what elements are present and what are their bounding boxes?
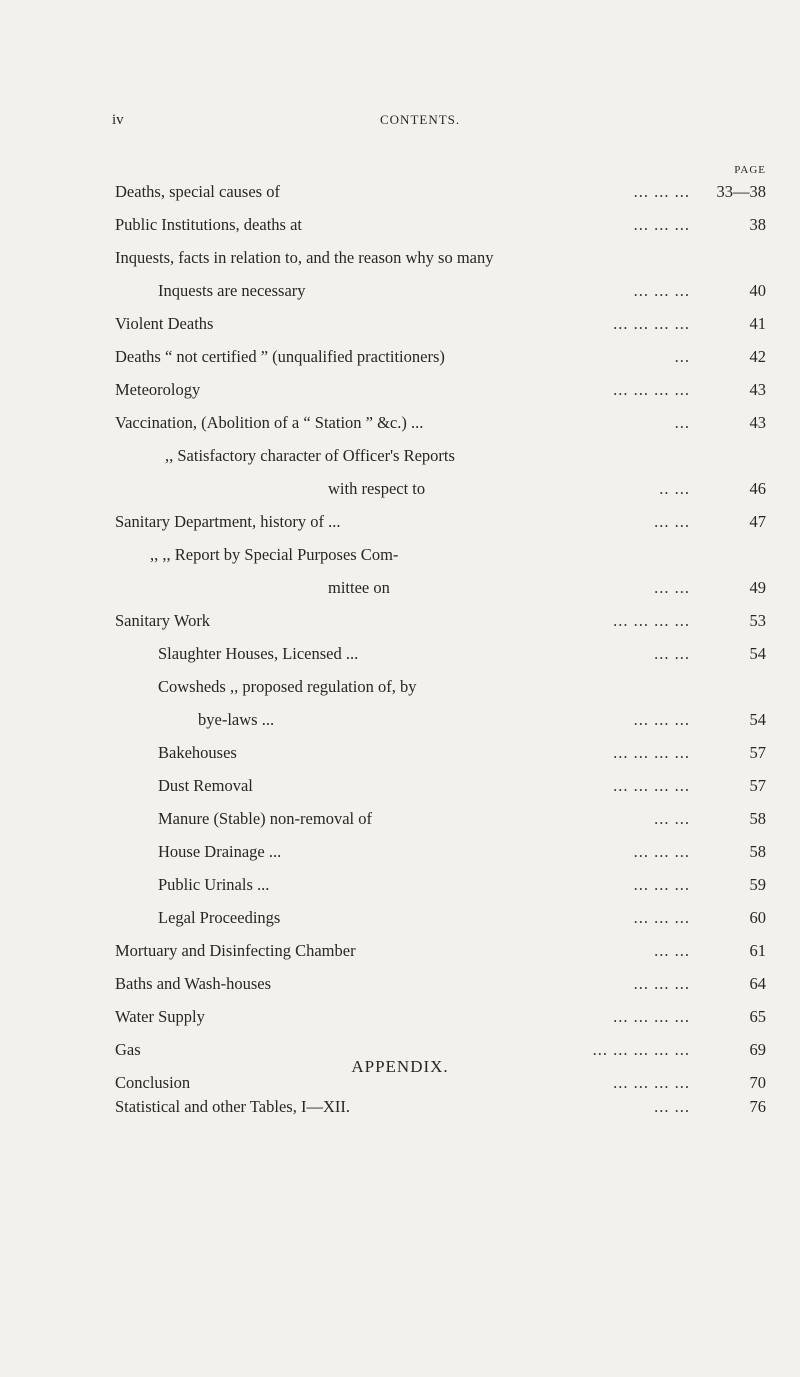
entry-page: 60 — [749, 908, 766, 927]
appendix-entry — [0, 1090, 800, 1123]
toc-row — [0, 571, 800, 604]
entry-page: 76 — [749, 1097, 766, 1116]
entry-label: bye-laws ... — [198, 710, 275, 729]
toc-row — [0, 439, 800, 472]
toc-row — [0, 670, 800, 703]
toc-row — [0, 934, 800, 967]
entry-label: Water Supply — [115, 1007, 205, 1026]
entry-leader: ... — [674, 413, 690, 432]
entry-leader: ... ... ... ... ... — [592, 1040, 690, 1059]
toc-row — [0, 802, 800, 835]
entry-leader: ... ... ... — [633, 908, 690, 927]
entry-label: mittee on — [328, 578, 390, 597]
toc-row — [0, 472, 800, 505]
entry-page: 38 — [749, 215, 766, 234]
entry-label: Bakehouses — [158, 743, 237, 762]
entry-leader: ... ... ... ... — [613, 743, 690, 762]
entry-leader: ... ... ... — [633, 842, 690, 861]
entry-label: Legal Proceedings — [158, 908, 281, 927]
entry-label: Sanitary Department, history of ... — [115, 512, 341, 531]
entry-leader: ... ... — [654, 941, 690, 960]
entry-page: 69 — [749, 1040, 766, 1059]
entry-leader: ... ... ... — [633, 281, 690, 300]
entry-label: Baths and Wash-houses — [115, 974, 272, 993]
entry-page: 53 — [749, 611, 766, 630]
toc-row — [0, 505, 800, 538]
toc-row — [0, 769, 800, 802]
toc-row — [0, 406, 800, 439]
toc-row — [0, 1000, 800, 1033]
toc-row — [0, 208, 800, 241]
entry-label: Statistical and other Tables, I—XII. — [115, 1097, 350, 1116]
entry-page: 57 — [749, 743, 766, 762]
toc-row — [0, 736, 800, 769]
entry-page: 54 — [749, 644, 766, 663]
entry-page: 43 — [749, 380, 766, 399]
entry-leader: ... ... — [654, 578, 690, 597]
entry-label: Meteorology — [115, 380, 201, 399]
toc-row — [0, 538, 800, 571]
entry-leader: ... ... — [654, 809, 690, 828]
entry-page: 54 — [749, 710, 766, 729]
entry-label: Manure (Stable) non-removal of — [158, 809, 372, 828]
entry-label: with respect to — [328, 479, 426, 498]
entry-label: Dust Removal — [158, 776, 253, 795]
entry-page: 61 — [749, 941, 766, 960]
toc-row — [0, 241, 800, 274]
entry-label: Violent Deaths — [115, 314, 214, 333]
entry-leader: ... ... — [654, 644, 690, 663]
toc-row — [0, 307, 800, 340]
entry-leader: ... ... — [654, 512, 690, 531]
entry-page: 58 — [749, 809, 766, 828]
toc-row — [0, 703, 800, 736]
toc-row — [0, 868, 800, 901]
entry-leader: ... ... ... ... — [613, 1007, 690, 1026]
entry-leader: ... ... ... — [633, 710, 690, 729]
entry-leader: ... ... ... ... — [613, 380, 690, 399]
entry-leader: ... ... ... ... — [613, 611, 690, 630]
entry-page: 49 — [749, 578, 766, 597]
entry-leader: ... ... ... ... — [613, 776, 690, 795]
entry-label: Deaths, special causes of — [115, 182, 280, 201]
entry-label: Public Urinals ... — [158, 875, 270, 894]
entry-leader: ... ... — [654, 1097, 690, 1116]
appendix-title: APPENDIX. — [351, 1057, 449, 1076]
toc-row — [0, 901, 800, 934]
toc-row — [0, 967, 800, 1000]
entry-page: 46 — [749, 479, 766, 498]
entry-leader: ... ... ... ... — [613, 314, 690, 333]
entry-leader: ... ... ... — [633, 974, 690, 993]
entry-label: Vaccination, (Abolition of a “ Station ” &c.) ... — [115, 413, 424, 432]
entry-label: Slaughter Houses, Licensed ... — [158, 644, 359, 663]
toc-row — [0, 175, 800, 208]
entry-label: Public Institutions, deaths at — [115, 215, 302, 234]
entry-page: 65 — [749, 1007, 766, 1026]
entry-page: 70 — [749, 1073, 766, 1092]
entry-leader: ... ... ... — [633, 215, 690, 234]
toc-row — [0, 604, 800, 637]
toc-row — [0, 340, 800, 373]
page-number: iv — [112, 112, 124, 128]
entry-leader: ... ... ... — [633, 875, 690, 894]
page-column-heading: PAGE — [734, 164, 766, 176]
entry-page: 47 — [749, 512, 766, 531]
entry-label: Mortuary and Disinfecting Chamber — [115, 941, 356, 960]
entry-page: 59 — [749, 875, 766, 894]
entry-page: 57 — [749, 776, 766, 795]
entry-label: ,, Satisfactory character of Officer's Reports — [165, 446, 455, 465]
entry-label: Sanitary Work — [115, 611, 211, 630]
entry-page: 41 — [749, 314, 766, 333]
entry-page: 42 — [749, 347, 766, 366]
toc-row — [0, 373, 800, 406]
entry-leader: ... ... ... ... — [613, 1073, 690, 1092]
entry-label: House Drainage ... — [158, 842, 282, 861]
entry-label: Inquests are necessary — [158, 281, 306, 300]
entry-label: Cowsheds ,, proposed regulation of, by — [158, 677, 417, 696]
entry-label: Deaths “ not certified ” (unqualified practitioners) — [115, 347, 445, 366]
entry-leader: ... ... ... — [633, 182, 690, 201]
entry-label: ,, ,, Report by Special Purposes Com- — [150, 545, 399, 564]
toc-row — [0, 835, 800, 868]
entry-label: Inquests, facts in relation to, and the reason why so many — [115, 248, 494, 267]
toc-row — [0, 274, 800, 307]
entry-page: 43 — [749, 413, 766, 432]
entry-leader: .. ... — [659, 479, 690, 498]
entry-page: 58 — [749, 842, 766, 861]
toc-row — [0, 637, 800, 670]
entry-page: 33—38 — [716, 182, 766, 201]
contents-list — [0, 175, 800, 1099]
page-title: CONTENTS. — [380, 112, 461, 127]
entry-label: Conclusion — [115, 1073, 191, 1092]
entry-label: Gas — [115, 1040, 141, 1059]
entry-page: 40 — [749, 281, 766, 300]
entry-page: 64 — [749, 974, 766, 993]
entry-leader: ... — [674, 347, 690, 366]
